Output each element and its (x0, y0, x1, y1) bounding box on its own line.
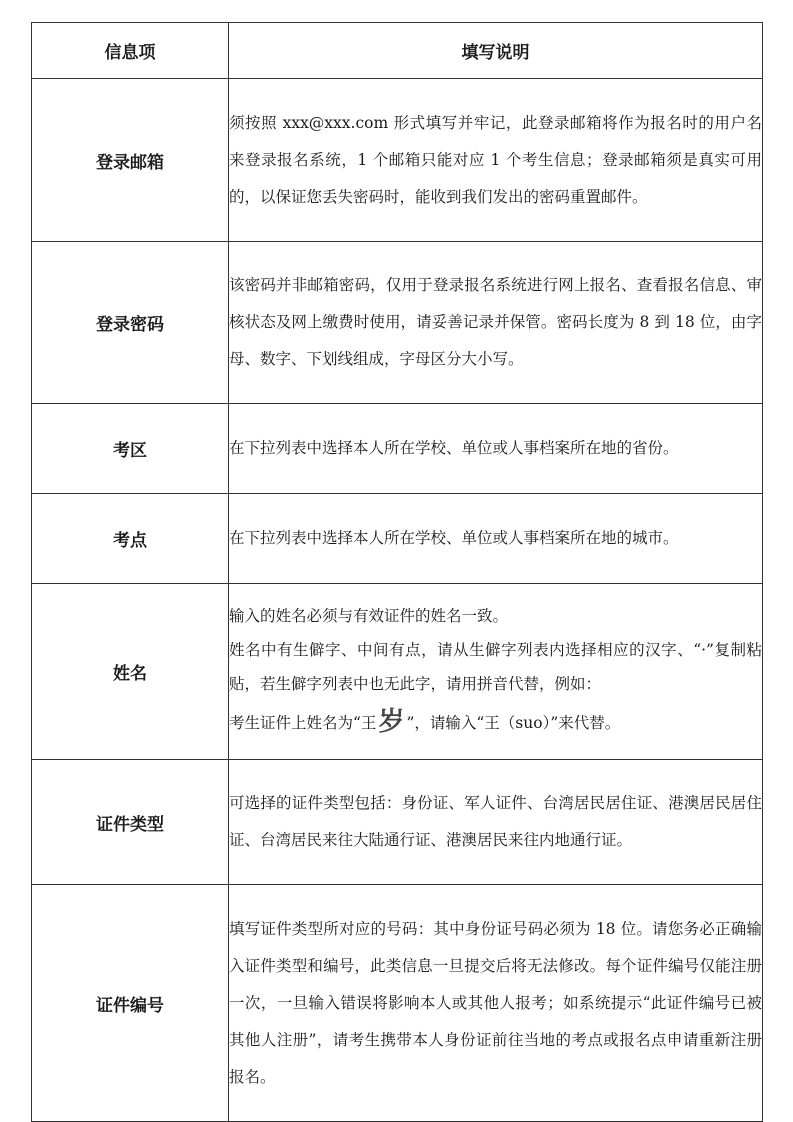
row-label-name: 姓名 (32, 584, 229, 760)
table-row-name (32, 584, 763, 760)
rare-character-image: 岁 (378, 706, 405, 737)
desc-text: 可选择的证件类型包括：身份证、军人证件、台湾居民居住证、港澳居民居住证、台湾居民来往大陆通行证、港澳居民来往内地通行证。 (229, 794, 762, 849)
row-desc-login-password (229, 242, 763, 404)
table-header-row (32, 23, 763, 79)
registration-info-table (31, 22, 763, 1122)
row-label-login-email: 登录邮箱 (32, 79, 229, 242)
table-row-exam-site (32, 494, 763, 584)
row-desc-exam-site (229, 494, 763, 584)
row-label-exam-region: 考区 (32, 404, 229, 494)
desc-text: 须按照 xxx@xxx.com 形式填写并牢记，此登录邮箱将作为报名时的用户名来登录报名系统，1 个邮箱只能对应 1 个考生信息；登录邮箱须是真实可用的，以保证您丢失密码时，能收到我们发出的密码重置邮件。 (229, 113, 762, 206)
desc-text-example-b: ”，请输入“王（suo）”来代替。 (406, 713, 621, 732)
row-label-id-type: 证件类型 (32, 760, 229, 885)
desc-text: 在下拉列表中选择本人所在学校、单位或人事档案所在地的省份。 (229, 439, 679, 457)
table-row-login-email (32, 79, 763, 242)
row-label-exam-site: 考点 (32, 494, 229, 584)
table-row-id-number (32, 885, 763, 1122)
row-desc-id-number (229, 885, 763, 1122)
desc-text-line3 (229, 701, 762, 745)
row-desc-login-email (229, 79, 763, 242)
desc-text-example-a: 考生证件上姓名为“王 (229, 713, 377, 732)
row-desc-id-type (229, 760, 763, 885)
table-row-id-type (32, 760, 763, 885)
row-label-login-password: 登录密码 (32, 242, 229, 404)
desc-text: 该密码并非邮箱密码，仅用于登录报名系统进行网上报名、查看报名信息、审核状态及网上缴费时使用，请妥善记录并保管。密码长度为 8 到 18 位，由字母、数字、下划线组成，字母区分大小写。 (229, 276, 762, 368)
table-row-login-password (32, 242, 763, 404)
row-label-id-number: 证件编号 (32, 885, 229, 1122)
row-desc-exam-region (229, 404, 763, 494)
desc-text-line2: 姓名中有生僻字、中间有点，请从生僻字列表内选择相应的汉字、“·”复制粘贴，若生僻字列表中也无此字，请用拼音代替，例如： (229, 640, 762, 693)
table-row-exam-region (32, 404, 763, 494)
desc-text-line1: 输入的姓名必须与有效证件的姓名一致。 (229, 606, 509, 625)
header-info-item: 信息项 (32, 23, 229, 79)
row-desc-name (229, 584, 763, 760)
desc-text: 在下拉列表中选择本人所在学校、单位或人事档案所在地的城市。 (229, 529, 679, 547)
header-instructions: 填写说明 (229, 23, 763, 79)
desc-text: 填写证件类型所对应的号码：其中身份证号码必须为 18 位。请您务必正确输入证件类型和编号，此类信息一旦提交后将无法修改。每个证件编号仅能注册一次，一旦输入错误将影响本人或其他人报考；如系统提示“此证件编号已被其他人注册”，请考生携带本人身份证前往当地的考点或报名点申请重新注册报名。 (229, 919, 762, 1086)
